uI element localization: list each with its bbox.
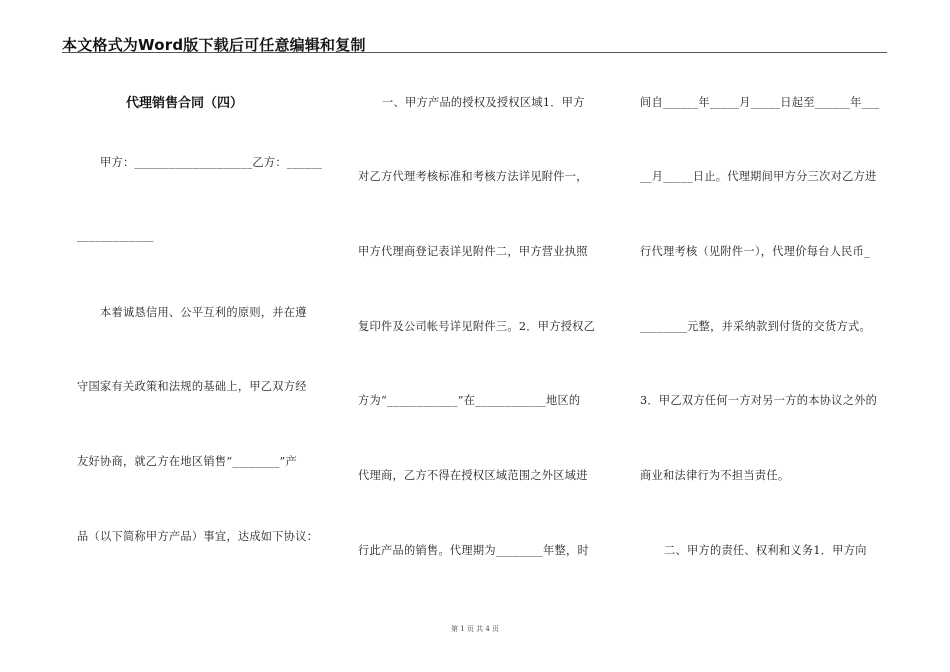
- document-title: 代理销售合同（四）: [126, 96, 244, 111]
- col1-line-6: 品（以下简称甲方产品）事宜，达成如下协议：: [77, 530, 319, 543]
- col1-line-2: _____________: [77, 229, 154, 242]
- col2-line-7: 行此产品的销售。代理期为________年整，时: [358, 544, 589, 557]
- header-divider: [62, 52, 887, 53]
- col2-line-4: 复印件及公司帐号详见附件三。2．甲方授权乙: [358, 320, 596, 333]
- col3-line-1: 间自______年_____月_____日起至______年___: [640, 96, 880, 109]
- col3-line-5: 3．甲乙双方任何一方对另一方的本协议之外的: [640, 394, 878, 407]
- col1-line-5: 友好协商，就乙方在地区销售“________”产: [77, 455, 298, 468]
- col3-line-2: __月_____日止。代理期间甲方分三次对乙方进: [640, 170, 877, 183]
- col3-line-7: 二、甲方的责任、权利和义务1．甲方向: [664, 544, 867, 557]
- col3-line-6: 商业和法律行为不担当责任。: [640, 469, 790, 482]
- col3-line-3: 行代理考核（见附件一），代理价每台人民币_: [640, 245, 871, 258]
- col2-line-5: 方为“____________”在____________地区的: [358, 394, 581, 407]
- col1-line-1: 甲方：____________________乙方：______: [100, 156, 323, 169]
- col2-line-6: 代理商，乙方不得在授权区域范围之外区域进: [358, 469, 588, 482]
- col2-line-1: 一、甲方产品的授权及授权区域1．甲方: [382, 96, 585, 109]
- page-number: 第 1 页 共 4 页: [450, 625, 500, 633]
- header-title: 本文格式为Word版下载后可任意编辑和复制: [62, 36, 366, 54]
- col2-line-2: 对乙方代理考核标准和考核方法详见附件一，: [358, 170, 588, 183]
- col1-line-3: 本着诚恳信用、公平互利的原则，并在遵: [100, 306, 307, 319]
- col3-line-4: ________元整，并采纳款到付货的交货方式。: [640, 320, 871, 333]
- col2-line-3: 甲方代理商登记表详见附件二，甲方营业执照: [358, 245, 588, 258]
- col1-line-4: 守国家有关政策和法规的基础上，甲乙双方经: [77, 380, 307, 393]
